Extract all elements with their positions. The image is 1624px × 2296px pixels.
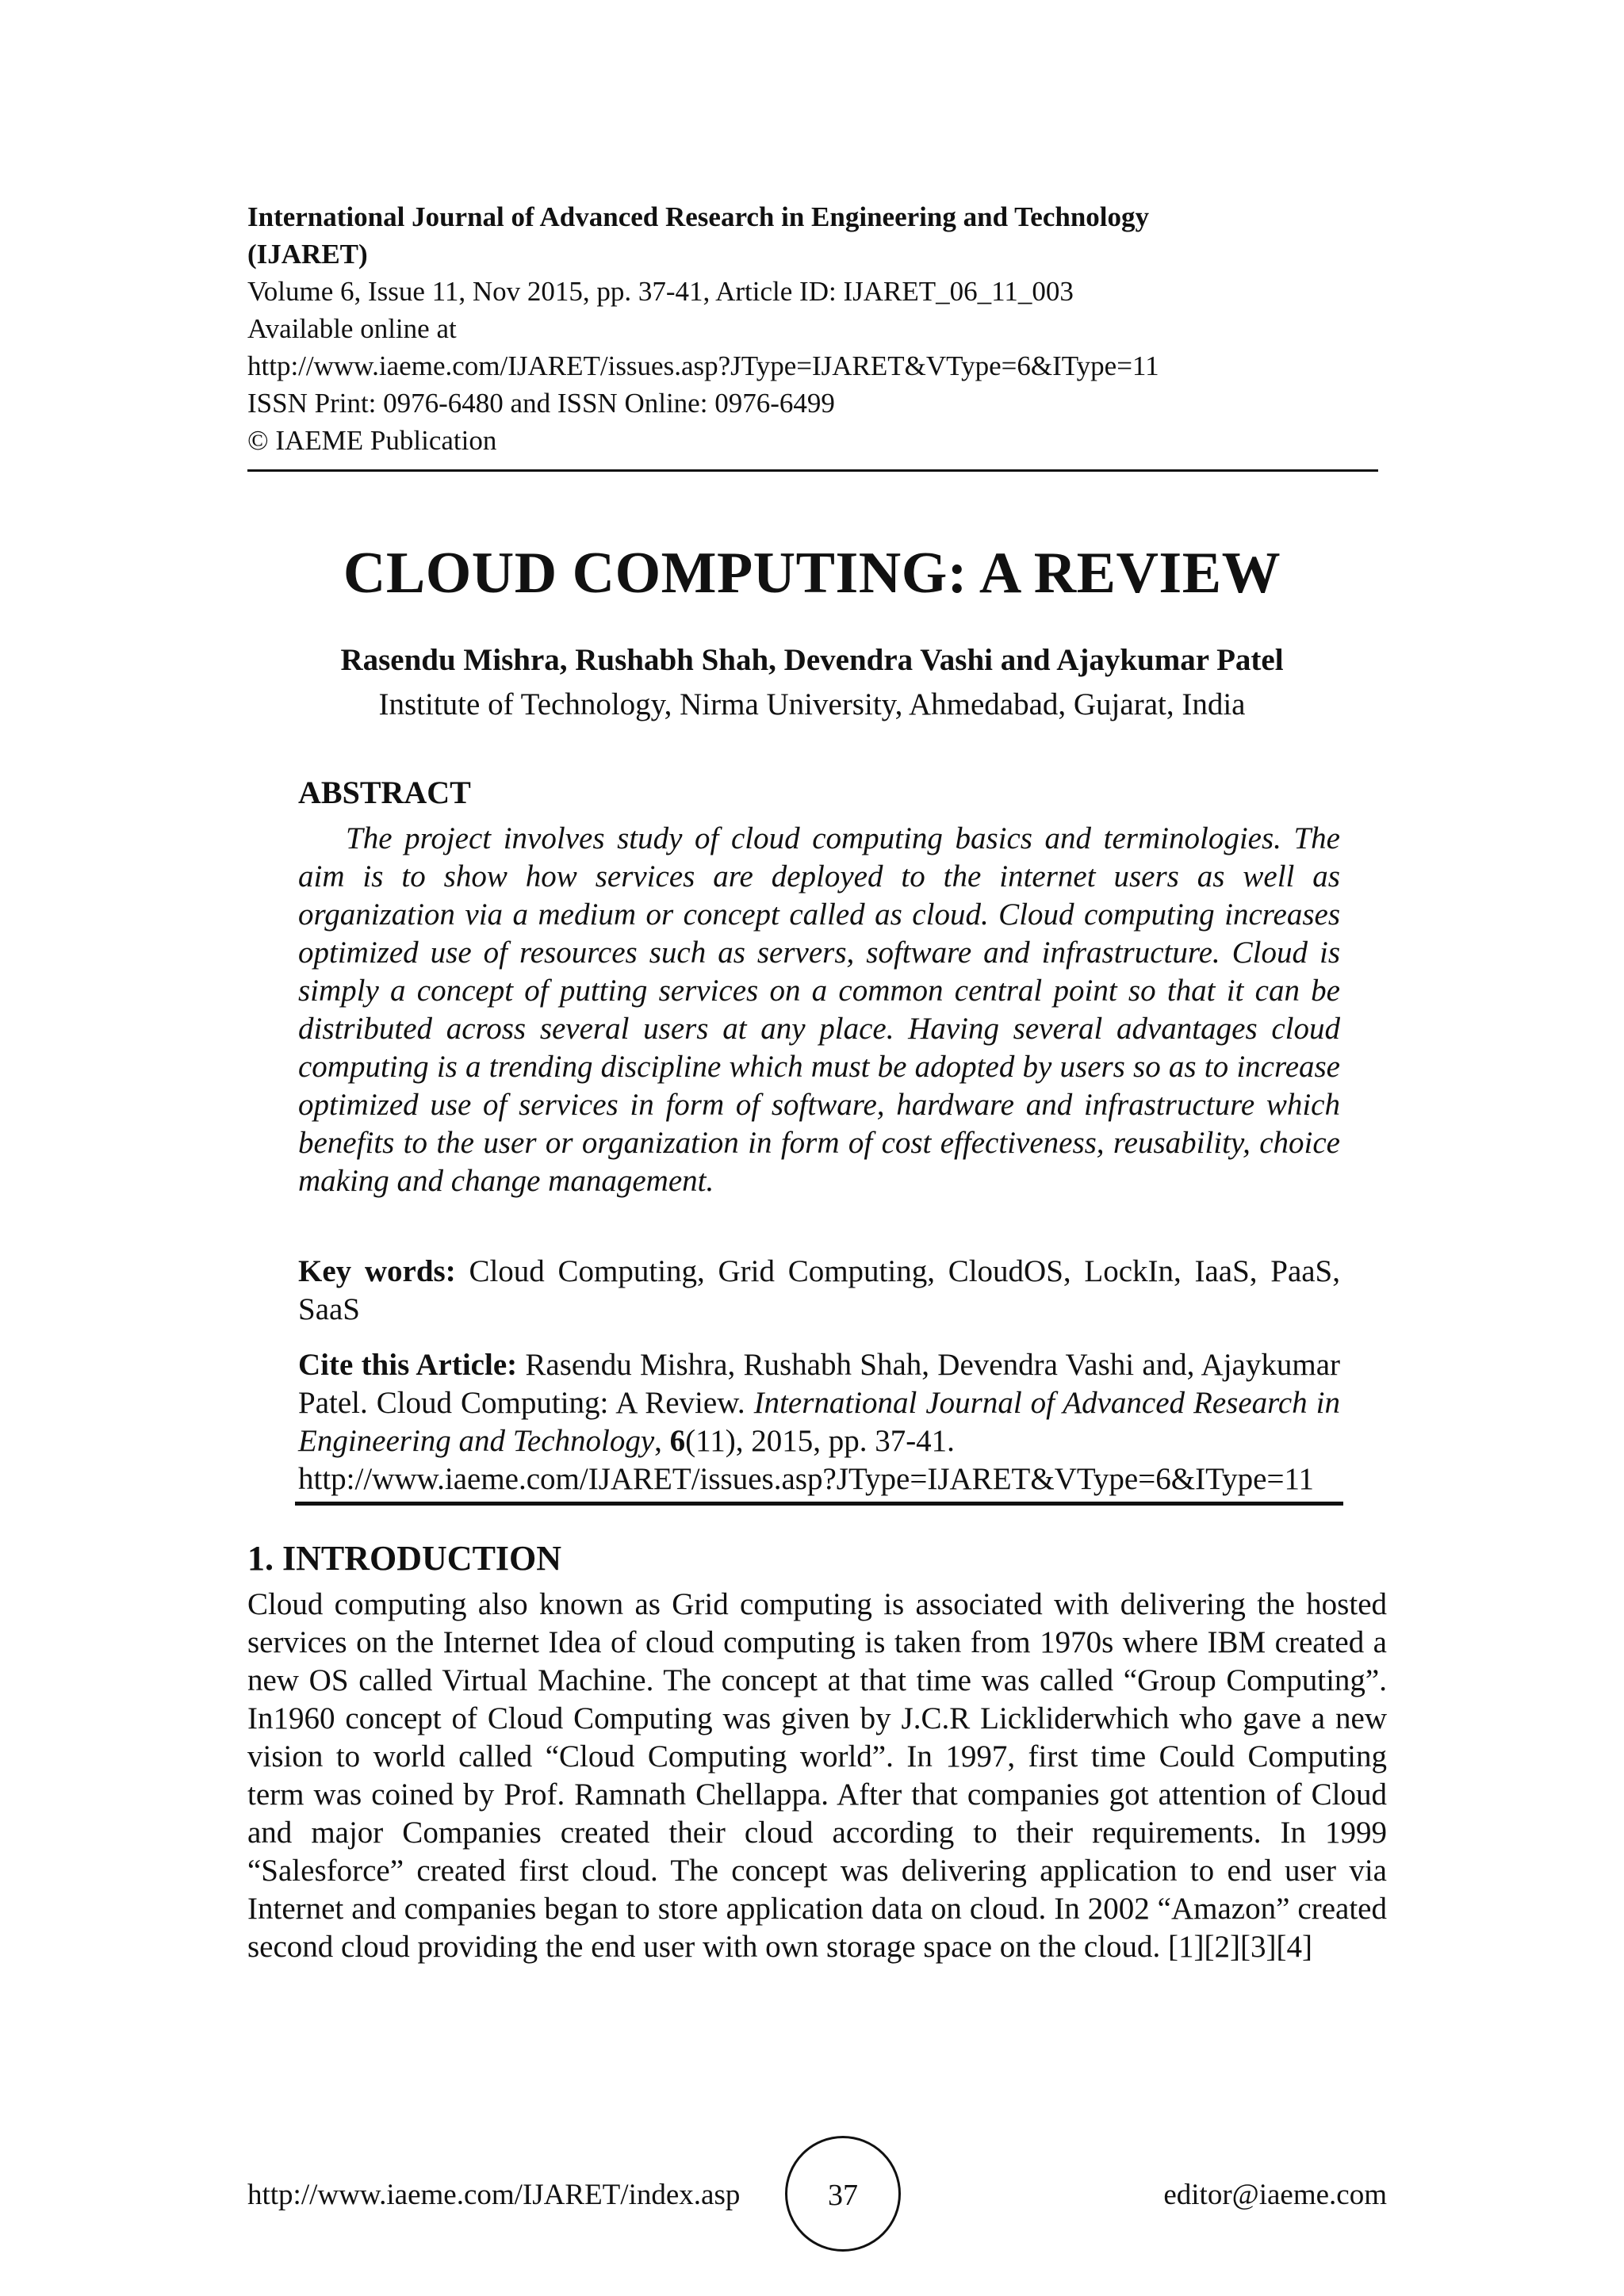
volume-info: Volume 6, Issue 11, Nov 2015, pp. 37-41, Article ID: IJARET_06_11_003	[247, 276, 1074, 307]
available-online-label: Available online at	[247, 313, 457, 344]
journal-url[interactable]: http://www.iaeme.com/IJARET/issues.asp?JType=IJARET&VType=6&IType=11	[247, 350, 1159, 381]
journal-name-line2: (IJARET)	[247, 239, 368, 270]
abstract-text: The project involves study of cloud computing basics and terminologies. The aim is to show how services are deployed to the internet users as well as organization via a medium or concept called as cloud. Cloud computing increases optimized use of resources such as servers, software and infrastructure. Cloud is simply a concept of putting services on a common central point so that it can be distributed across several users at any place. Having several advantages cloud computing is a trending discipline which must be adopted by users so as to increase optimized use of services in form of software, hardware and infrastructure which benefits to the user or organization in form of cost effectiveness, reusability, choice making and change management.	[298, 821, 1340, 1198]
issn-info: ISSN Print: 0976-6480 and ISSN Online: 0976-6499	[247, 388, 835, 419]
cite-authors: Rasendu Mishra, Rushabh Shah, Devendra Vashi and, Ajaykumar Patel. Cloud Computing: A Review.	[298, 1348, 1340, 1420]
header-divider	[247, 469, 1378, 472]
page-number: 37	[828, 2179, 858, 2212]
cite-volume: 6	[669, 1424, 686, 1458]
keywords-label: Key words:	[298, 1254, 456, 1288]
paper-authors: Rasendu Mishra, Rushabh Shah, Devendra Vashi and Ajaykumar Patel	[340, 643, 1284, 677]
paper-title: CLOUD COMPUTING: A REVIEW	[343, 541, 1281, 606]
journal-name-line1: International Journal of Advanced Research in Engineering and Technology	[247, 201, 1150, 232]
citation: Cite this Article: Rasendu Mishra, Rushabh Shah, Devendra Vashi and, Ajaykumar Patel. Cloud Computing: A Review. International Journal of Advanced Research in Engineering and Technology, 6(11), 2015, pp. 37-41. http://www.iaeme.com/IJARET/issues.asp?JType=IJARET&VType=6&IType=11	[298, 1346, 1340, 1498]
keywords-text: Cloud Computing, Grid Computing, CloudOS, LockIn, IaaS, PaaS, SaaS	[298, 1254, 1340, 1326]
cite-journal: International Journal of Advanced Research in Engineering and Technology	[298, 1386, 1340, 1458]
cite-issue-pages: (11), 2015, pp. 37-41.	[685, 1424, 955, 1458]
introduction-text: Cloud computing also known as Grid computing is associated with delivering the hosted services on the Internet Idea of cloud computing is taken from 1970s where IBM created a new OS called Virtual Machine. The concept at that time was called “Group Computing”. In1960 concept of Cloud Computing was given by J.C.R Lickliderwhich who gave a new vision to world called “Cloud Computing world”. In 1997, first time Could Computing term was coined by Prof. Ramnath Chellappa. After that companies got attention of Cloud and major Companies created their cloud according to their requirements. In 1999 “Salesforce” created first cloud. The concept was delivering application to end user via Internet and companies began to store application data on cloud. In 2002 “Amazon” created second cloud providing the end user with own storage space on the cloud. [1][2][3][4]	[247, 1587, 1387, 1964]
cite-link[interactable]: http://www.iaeme.com/IJARET/issues.asp?JType=IJARET&VType=6&IType=11	[298, 1462, 1315, 1496]
cite-label: Cite this Article:	[298, 1348, 518, 1382]
publisher: © IAEME Publication	[247, 425, 497, 456]
author-affiliation: Institute of Technology, Nirma University, Ahmedabad, Gujarat, India	[378, 687, 1246, 721]
journal-header	[247, 198, 1397, 459]
abstract-heading: ABSTRACT	[298, 775, 471, 810]
citation-divider	[295, 1502, 1343, 1506]
footer-email[interactable]: editor@iaeme.com	[1163, 2179, 1387, 2211]
keywords	[298, 1253, 1340, 1329]
section-heading-introduction: 1. INTRODUCTION	[247, 1539, 562, 1578]
footer-url[interactable]: http://www.iaeme.com/IJARET/index.asp	[247, 2179, 741, 2211]
